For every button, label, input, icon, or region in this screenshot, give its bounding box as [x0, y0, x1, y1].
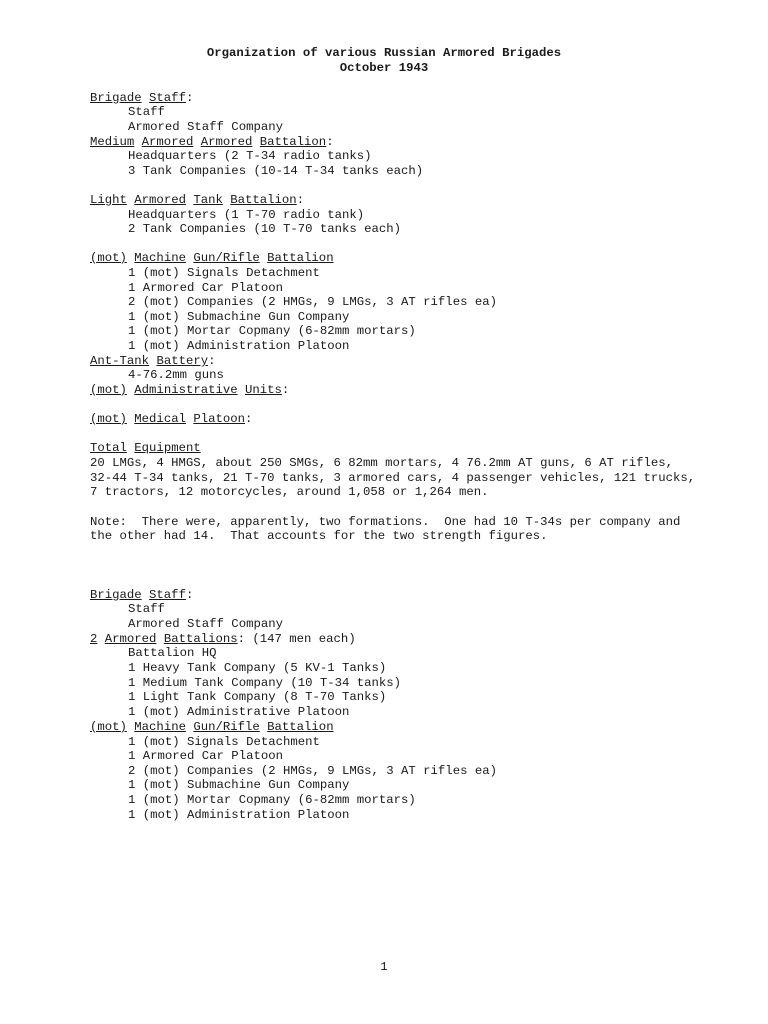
list-item: Headquarters (2 T-34 radio tanks) [128, 149, 372, 163]
heading-anti-tank-battery: Ant-Tank Battery: [90, 354, 216, 368]
list-item: Staff [128, 105, 165, 119]
list-item: 1 (mot) Signals Detachment [128, 735, 320, 749]
list-item: 2 Tank Companies (10 T-70 tanks each) [128, 222, 402, 236]
list-item: 4-76.2mm guns [128, 368, 224, 382]
note-line: the other had 14. That accounts for the two strength figures. [90, 529, 548, 543]
list-item: Battalion HQ [128, 646, 217, 660]
list-item: 1 Armored Car Platoon [128, 749, 283, 763]
list-item: 1 Light Tank Company (8 T-70 Tanks) [128, 690, 387, 704]
list-item: 3 Tank Companies (10-14 T-34 tanks each) [128, 164, 424, 178]
list-item: Armored Staff Company [128, 120, 283, 134]
document-date: October 1943 [339, 61, 429, 75]
heading-mg-rifle-battalion: (mot) Machine Gun/Rifle Battalion [90, 720, 334, 734]
note-line: Note: There were, apparently, two formations. One had 10 T-34s per company and [90, 515, 681, 529]
list-item: 1 (mot) Submachine Gun Company [128, 310, 350, 324]
list-item: 1 (mot) Administrative Platoon [128, 705, 350, 719]
page-number: 1 [380, 960, 388, 974]
paragraph-line: 32-44 T-34 tanks, 21 T-70 tanks, 3 armored cars, 4 passenger vehicles, 121 trucks, [90, 471, 696, 485]
paragraph-line: 7 tractors, 12 motorcycles, around 1,058 or 1,264 men. [90, 485, 489, 499]
list-item: 1 (mot) Administration Platoon [128, 808, 350, 822]
list-item: 1 Armored Car Platoon [128, 281, 283, 295]
list-item: 1 (mot) Submachine Gun Company [128, 778, 350, 792]
list-item: 2 (mot) Companies (2 HMGs, 9 LMGs, 3 AT rifles ea) [128, 764, 497, 778]
list-item: 1 (mot) Signals Detachment [128, 266, 320, 280]
document-title: Organization of various Russian Armored Brigades [206, 46, 562, 60]
heading-mg-rifle-battalion: (mot) Machine Gun/Rifle Battalion [90, 251, 334, 265]
list-item: 1 (mot) Mortar Copmany (6-82mm mortars) [128, 324, 416, 338]
heading-brigade-staff: Brigade Staff: [90, 91, 194, 105]
list-item: 1 Heavy Tank Company (5 KV-1 Tanks) [128, 661, 387, 675]
heading-light-armored-tank-battalion: Light Armored Tank Battalion: [90, 193, 305, 207]
heading-medium-armored-battalion: Medium Armored Armored Battalion: [90, 135, 334, 149]
heading-administrative-units: (mot) Administrative Units: [90, 383, 290, 397]
heading-brigade-staff: Brigade Staff: [90, 588, 194, 602]
heading-total-equipment: Total Equipment [90, 441, 201, 455]
list-item: 1 (mot) Mortar Copmany (6-82mm mortars) [128, 793, 416, 807]
list-item: 1 (mot) Administration Platoon [128, 339, 350, 353]
heading-medical-platoon: (mot) Medical Platoon: [90, 412, 253, 426]
list-item: 2 (mot) Companies (2 HMGs, 9 LMGs, 3 AT rifles ea) [128, 295, 497, 309]
list-item: 1 Medium Tank Company (10 T-34 tanks) [128, 676, 402, 690]
paragraph-line: 20 LMGs, 4 HMGS, about 250 SMGs, 6 82mm mortars, 4 76.2mm AT guns, 6 AT rifles, [90, 456, 673, 470]
heading-armored-battalions: 2 Armored Battalions: (147 men each) [90, 632, 356, 646]
list-item: Headquarters (1 T-70 radio tank) [128, 208, 365, 222]
list-item: Staff [128, 602, 165, 616]
list-item: Armored Staff Company [128, 617, 283, 631]
